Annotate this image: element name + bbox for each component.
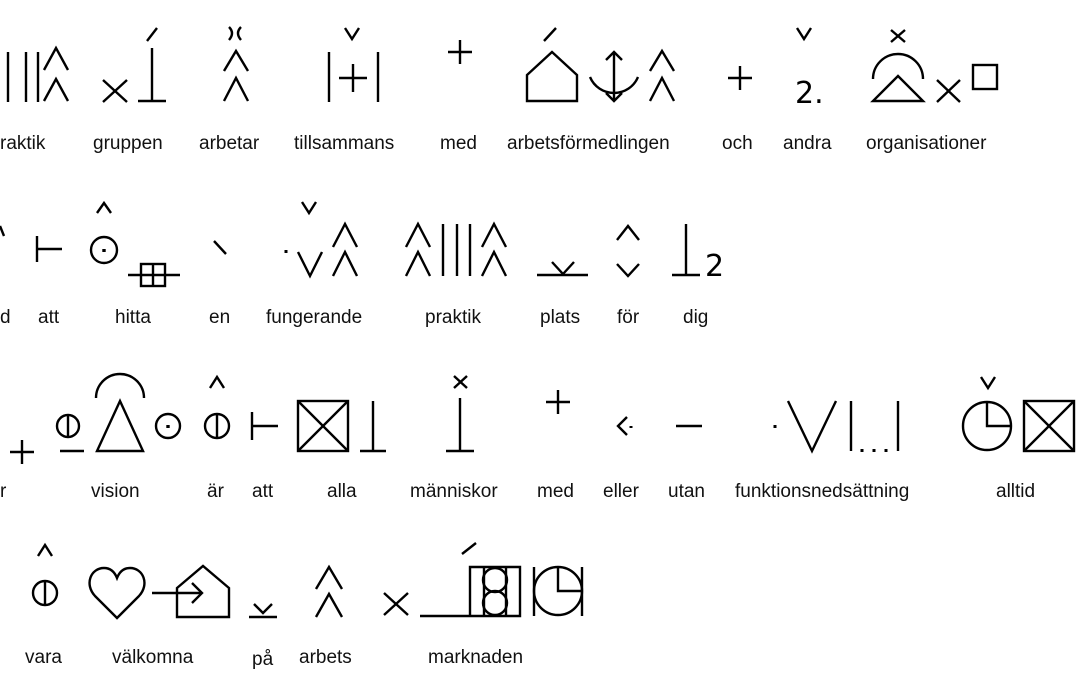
- word-for: för: [617, 307, 640, 328]
- symbol-praktik: [406, 224, 506, 276]
- word-alltid: alltid: [996, 481, 1036, 502]
- symbol-praktik-partial: [8, 48, 68, 102]
- word-raktik: raktik: [0, 133, 46, 154]
- numeral-two: 2.: [795, 76, 824, 111]
- symbol-arbetsformedlingen: [527, 28, 674, 101]
- symbol-eller: [618, 417, 631, 435]
- symbol-ar: [205, 377, 229, 438]
- symbol-dig: [672, 224, 724, 284]
- word-valkomna: välkomna: [112, 647, 194, 668]
- symbol-plats: [537, 262, 588, 275]
- numeral-two-small: 2: [705, 249, 725, 284]
- word-alla: alla: [327, 481, 357, 502]
- symbol-att: [37, 236, 62, 262]
- symbol-r-partial: [10, 440, 34, 464]
- symbol-funktionsnedsattning: [775, 401, 898, 452]
- symbol-pa: [249, 604, 277, 617]
- word-en: en: [209, 307, 231, 328]
- symbol-alla: [298, 401, 386, 451]
- symbol-alltid: [963, 377, 1074, 451]
- word-tillsammans: tillsammans: [294, 133, 395, 154]
- symbol-att-2: [252, 412, 278, 440]
- symbol-arbets: [316, 567, 342, 617]
- symbol-med-2: [546, 390, 570, 414]
- word-att-2: att: [252, 481, 274, 502]
- symbol-arbetar: [224, 27, 248, 101]
- symbol-tillsammans: [329, 28, 378, 102]
- word-att: att: [38, 307, 60, 328]
- word-arbetsformedlingen: arbetsförmedlingen: [507, 133, 670, 154]
- word-utan: utan: [668, 481, 705, 502]
- word-d: d: [0, 307, 11, 328]
- word-hitta: hitta: [115, 307, 151, 328]
- word-marknaden: marknaden: [428, 647, 524, 668]
- word-andra: andra: [783, 133, 832, 154]
- symbol-hitta: [91, 203, 180, 286]
- word-gruppen: gruppen: [93, 133, 163, 154]
- symbol-fungerande: [286, 202, 357, 276]
- word-ar: är: [207, 481, 224, 502]
- symbol-en: [214, 241, 226, 254]
- word-arbets: arbets: [299, 647, 352, 668]
- symbol-gruppen: [103, 28, 166, 102]
- symbol-for: [617, 226, 639, 276]
- word-eller: eller: [603, 481, 639, 502]
- word-dig: dig: [683, 307, 709, 328]
- symbol-organisationer: [873, 30, 997, 102]
- word-arbetar: arbetar: [199, 133, 260, 154]
- word-manniskor: människor: [410, 481, 498, 502]
- word-vision: vision: [91, 481, 140, 502]
- word-med-2: med: [537, 481, 574, 502]
- symbol-vara: [33, 545, 57, 605]
- word-pa: på: [252, 649, 274, 670]
- symbol-andra: [795, 28, 824, 111]
- symbol-d-partial: [0, 226, 4, 236]
- symbol-med: [448, 40, 472, 64]
- symbol-marknaden: [384, 543, 582, 616]
- word-organisationer: organisationer: [866, 133, 987, 154]
- word-fungerande: fungerande: [266, 307, 363, 328]
- symbol-och: [728, 66, 752, 90]
- symbol-manniskor: [446, 376, 474, 451]
- word-vara: vara: [25, 647, 62, 668]
- word-och: och: [722, 133, 753, 154]
- word-med: med: [440, 133, 477, 154]
- word-r: r: [0, 481, 7, 502]
- symbol-valkomna: [90, 566, 229, 618]
- word-plats: plats: [540, 307, 581, 328]
- symbol-vision: [57, 374, 180, 451]
- word-praktik: praktik: [425, 307, 481, 328]
- word-funktionsnedsattning: funktionsnedsättning: [735, 481, 910, 502]
